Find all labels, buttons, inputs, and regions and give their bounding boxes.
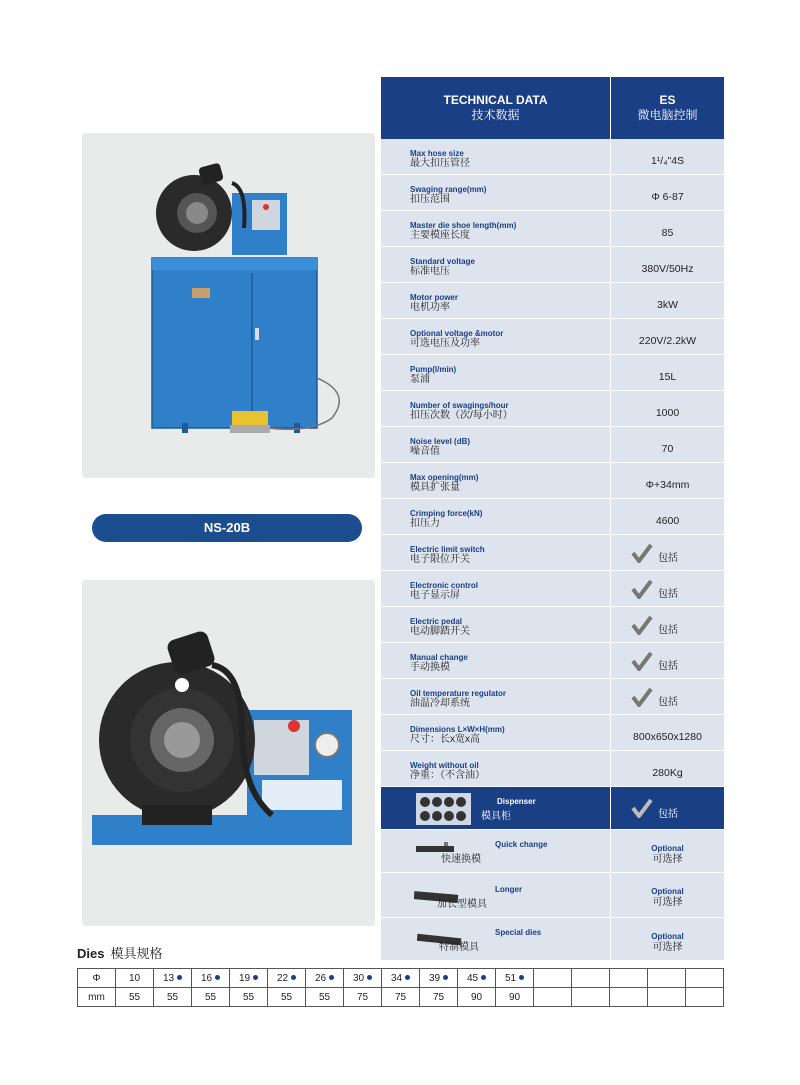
spec-label-en: Standard voltage (410, 257, 475, 266)
spec-row (381, 499, 724, 535)
accessory-row-quick-change (381, 830, 724, 873)
dies-phi-cell (648, 969, 686, 988)
dies-phi-cell: 19 (230, 969, 268, 988)
dies-phi-cell (686, 969, 724, 988)
spec-value: 1000 (655, 407, 680, 419)
accessory-row-dispenser (381, 787, 724, 830)
check-icon (631, 798, 653, 818)
dies-row-mm (78, 988, 724, 1007)
spec-label-cn: 手动换模 (410, 662, 450, 673)
spec-label-cn: 最大扣压管径 (410, 158, 470, 169)
spec-label-cn: 扣压力 (410, 518, 440, 529)
spec-label-en: Swaging range(mm) (410, 185, 487, 194)
crimper-machine-illustration (82, 133, 375, 478)
dies-phi-cell: 16 (192, 969, 230, 988)
dies-mm-cell (534, 988, 572, 1007)
dies-phi-cell (572, 969, 610, 988)
accessory-option-en: Optional (651, 844, 684, 853)
spec-label-en: Number of swagings/hour (410, 401, 509, 410)
dies-mm-cell: 55 (268, 988, 306, 1007)
spec-label-en: Master die shoe length(mm) (410, 221, 517, 230)
machine-photo-closeup (82, 580, 375, 926)
spec-row (381, 535, 724, 571)
accessory-cn: 模具柜 (481, 811, 511, 822)
dot-icon (329, 975, 334, 980)
crimper-head-illustration (82, 580, 375, 926)
spec-label-en: Max opening(mm) (410, 473, 479, 482)
spec-label-cn: 油温冷却系统 (410, 698, 470, 709)
spec-label-en: Pump(l/min) (410, 365, 457, 374)
spec-row (381, 463, 724, 499)
spec-value: 85 (661, 227, 674, 239)
technical-data-table (381, 77, 724, 961)
spec-row (381, 139, 724, 175)
dies-mm-cell: 90 (458, 988, 496, 1007)
dies-row-label: mm (78, 988, 116, 1007)
accessory-cn: 加长型模具 (437, 899, 487, 910)
accessory-option-cn: 可选择 (652, 897, 683, 908)
spec-label-en: Electric pedal (410, 617, 463, 626)
accessory-en: Dispenser (497, 797, 536, 806)
header-es: ES 微电脑控制 (610, 77, 724, 139)
accessory-row-longer (381, 873, 724, 918)
dies-mm-cell: 90 (496, 988, 534, 1007)
spec-label-cn: 标准电压 (410, 266, 450, 277)
spec-value: 280Kg (652, 767, 683, 779)
dot-icon (367, 975, 372, 980)
dies-mm-cell (572, 988, 610, 1007)
spec-label-cn: 电子显示屏 (410, 590, 460, 601)
spec-value: 800x650x1280 (633, 731, 702, 743)
dot-icon (177, 975, 182, 980)
dies-phi-cell: 10 (116, 969, 154, 988)
dies-row-label: Φ (78, 969, 116, 988)
spec-value: 包括 (658, 625, 678, 636)
spec-row (381, 283, 724, 319)
dies-mm-cell (686, 988, 724, 1007)
dot-icon (443, 975, 448, 980)
dot-icon (481, 975, 486, 980)
spec-label-cn: 扣压范围 (410, 194, 450, 205)
spec-row (381, 679, 724, 715)
header-technical-data: TECHNICAL DATA 技术数据 (443, 93, 548, 122)
dies-mm-cell (648, 988, 686, 1007)
spec-value: 15L (658, 371, 677, 383)
spec-label-en: Dimensions L×W×H(mm) (410, 725, 505, 734)
dies-mm-cell: 55 (306, 988, 344, 1007)
dies-phi-cell: 39 (420, 969, 458, 988)
dies-phi-cell (610, 969, 648, 988)
spec-label-cn: 电子限位开关 (410, 554, 470, 565)
spec-row (381, 391, 724, 427)
check-icon (631, 543, 653, 563)
spec-label-cn: 净重：（不含油） (410, 770, 485, 781)
check-icon (631, 615, 653, 635)
spec-row (381, 751, 724, 787)
dies-mm-cell: 55 (192, 988, 230, 1007)
check-icon (631, 687, 653, 707)
spec-value: 380V/50Hz (641, 263, 694, 275)
accessory-option-cn: 可选择 (652, 854, 683, 865)
dot-icon (215, 975, 220, 980)
spec-row (381, 211, 724, 247)
spec-row (381, 427, 724, 463)
accessory-option-en: Optional (651, 932, 684, 941)
spec-row (381, 571, 724, 607)
accessory-value: 包括 (658, 809, 678, 820)
spec-row (381, 607, 724, 643)
spec-label-en: Motor power (410, 293, 458, 302)
accessory-option-cn: 可选择 (652, 942, 683, 953)
dies-mm-cell: 55 (230, 988, 268, 1007)
spec-row (381, 175, 724, 211)
spec-value: 包括 (658, 589, 678, 600)
dot-icon (519, 975, 524, 980)
spec-label-cn: 主要模座长度 (410, 230, 470, 241)
spec-row (381, 355, 724, 391)
spec-label-cn: 扣压次数（次/每小时） (410, 410, 513, 421)
accessory-en: Longer (495, 885, 523, 894)
dies-mm-cell: 75 (344, 988, 382, 1007)
spec-label-en: Oil temperature regulator (410, 689, 507, 698)
dies-mm-cell: 55 (154, 988, 192, 1007)
dies-phi-cell: 26 (306, 969, 344, 988)
spec-label-cn: 尺寸：长x宽x高 (410, 734, 480, 745)
spec-row (381, 715, 724, 751)
check-icon (631, 651, 653, 671)
accessory-option-en: Optional (651, 887, 684, 896)
accessory-cn: 快速换模 (441, 854, 481, 865)
spec-value: 3kW (657, 299, 678, 311)
spec-value: 220V/2.2kW (638, 335, 697, 347)
spec-label-en: Electric limit switch (410, 545, 485, 554)
spec-value: 70 (661, 443, 674, 455)
dot-icon (405, 975, 410, 980)
model-label: NS-20B (92, 514, 362, 542)
spec-row (381, 319, 724, 355)
spec-label-en: Optional voltage &motor (410, 329, 504, 338)
table-header (381, 77, 724, 139)
spec-label-cn: 电机功率 (410, 302, 450, 313)
dies-phi-cell: 22 (268, 969, 306, 988)
dies-row-phi (78, 969, 724, 988)
spec-label-en: Electronic control (410, 581, 479, 590)
dies-mm-cell: 75 (382, 988, 420, 1007)
spec-label-en: Crimping force(kN) (410, 509, 483, 518)
spec-row (381, 643, 724, 679)
dies-phi-cell: 13 (154, 969, 192, 988)
spec-label-cn: 电动脚踏开关 (410, 626, 470, 637)
spec-value: Φ+34mm (645, 479, 690, 491)
spec-label-en: Noise level (dB) (410, 437, 471, 446)
dies-mm-cell: 75 (420, 988, 458, 1007)
accessory-row-special-dies (381, 918, 724, 961)
dies-phi-cell: 51 (496, 969, 534, 988)
machine-photo-full (82, 133, 375, 478)
dot-icon (253, 975, 258, 980)
spec-value: 包括 (658, 661, 678, 672)
accessory-cn: 特制模具 (439, 942, 479, 953)
spec-row (381, 247, 724, 283)
accessory-en: Special dies (495, 928, 542, 937)
spec-value: 4600 (655, 515, 680, 527)
check-icon (631, 579, 653, 599)
dies-title: Dies 模具规格 (77, 946, 163, 961)
spec-value: 1¹/₄"4S (650, 155, 685, 167)
spec-value: 包括 (658, 697, 678, 708)
spec-value: 包括 (658, 553, 678, 564)
spec-label-cn: 可选电压及功率 (410, 338, 480, 349)
dies-phi-cell: 34 (382, 969, 420, 988)
die-set-icon (416, 793, 471, 825)
spec-label-en: Manual change (410, 653, 468, 662)
dot-icon (291, 975, 296, 980)
accessory-en: Quick change (495, 840, 548, 849)
dies-table (77, 968, 724, 1007)
spec-label-cn: 噪音值 (410, 446, 440, 457)
spec-label-en: Max hose size (410, 149, 464, 158)
spec-value: Φ 6-87 (651, 191, 684, 203)
spec-label-cn: 模具扩张量 (410, 482, 460, 493)
dies-mm-cell: 55 (116, 988, 154, 1007)
dies-phi-cell: 30 (344, 969, 382, 988)
dies-phi-cell (534, 969, 572, 988)
dies-phi-cell: 45 (458, 969, 496, 988)
spec-label-cn: 泵浦 (410, 374, 430, 385)
dies-mm-cell (610, 988, 648, 1007)
spec-label-en: Weight without oil (410, 761, 479, 770)
